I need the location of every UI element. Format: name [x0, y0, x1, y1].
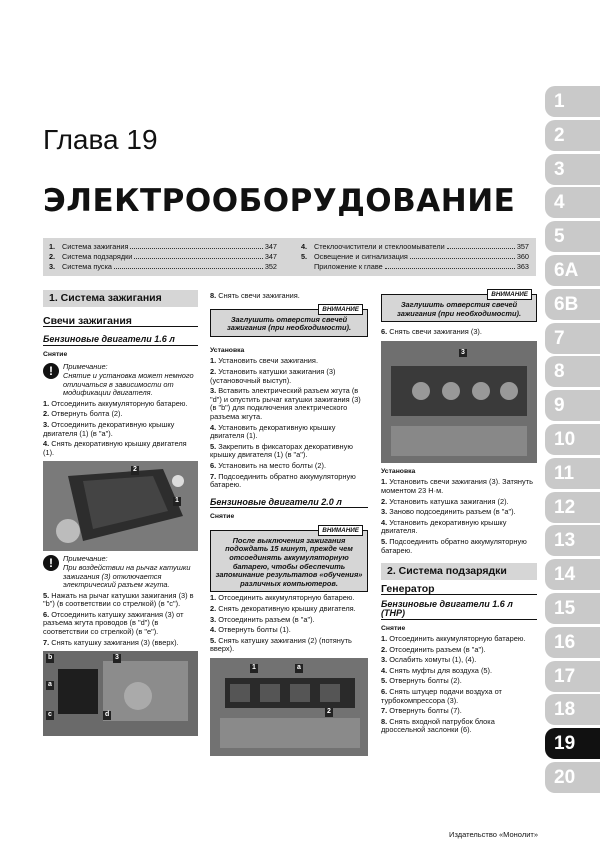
photo-callout: b — [48, 654, 53, 662]
engine-heading: Бензиновые двигатели 1.6 л — [43, 335, 198, 346]
step-number: 5. — [381, 676, 388, 686]
install-label: Установка — [210, 346, 245, 354]
step-number: 8. — [210, 291, 217, 300]
step-text: Отвернуть болты (2). — [389, 676, 462, 686]
step-text: Установить на место болты (2). — [218, 460, 327, 470]
toc-item — [49, 262, 277, 272]
step-text: Установить катушка зажигания (2). — [389, 496, 509, 506]
column-3 — [381, 290, 537, 735]
engine-2l-photo — [210, 658, 368, 756]
chapter-tab-9[interactable]: 9 — [545, 390, 600, 421]
chapter-tab-3[interactable]: 3 — [545, 154, 600, 185]
step-text: Отсоединить катушку зажигания (3) от разъема жгута проводов (в "d") (в соответствии со стрелкой) (в "e"). — [43, 609, 184, 637]
step-item — [381, 656, 537, 665]
step-text: Отвернуть болты (1). — [218, 625, 291, 635]
engine-cover-illustration — [43, 461, 198, 551]
toc-leader — [447, 242, 515, 249]
chapter-tab-5[interactable]: 5 — [545, 221, 600, 252]
step-item — [381, 718, 537, 735]
photo-callout: 2 — [133, 466, 137, 474]
toc-number: 1. — [49, 242, 56, 251]
warning-label: ВНИМАНИЕ — [487, 289, 532, 300]
step-number: 1. — [210, 356, 217, 366]
warning-label: ВНИМАНИЕ — [318, 525, 363, 536]
toc-page: 360 — [516, 252, 529, 261]
step-text: Снять свечи зажигания (3). — [389, 327, 482, 337]
step-item — [381, 538, 537, 555]
step-text: Снять свечи зажигания. — [218, 291, 300, 300]
section-heading: 2. Система подзарядки — [381, 563, 537, 580]
step-number: 2. — [381, 644, 388, 654]
step-number: 3. — [381, 507, 388, 517]
note-text: При воздействии на рычаг катушки зажигания (3) отключается электрический разъем жгута. — [63, 562, 191, 590]
step-number: 6. — [43, 609, 50, 619]
step-number: 7. — [43, 637, 50, 647]
photo-callout: 2 — [327, 708, 331, 715]
step-text: Подсоединить обратно аккумуляторную батарею. — [381, 536, 527, 555]
section-heading: 1. Система зажигания — [43, 290, 198, 307]
step-number: 2. — [210, 604, 217, 614]
photo-callout: a — [48, 681, 52, 689]
step-item — [210, 473, 368, 490]
column-1 — [43, 290, 198, 736]
step-text: Отсоединить разъем (в "a"). — [218, 614, 315, 624]
warning-text: Заглушить отверстия свечей зажигания (при необходимости). — [396, 300, 522, 318]
step-number: 2. — [381, 496, 388, 506]
step-text: Отсоединить декоративную крышку двигателя (1) (в "a"). — [43, 419, 175, 438]
step-number: 3. — [210, 614, 217, 624]
note-block — [43, 363, 198, 397]
warning-box — [210, 526, 368, 593]
photo-callout: 3 — [115, 654, 119, 662]
toc-page: 357 — [516, 242, 529, 251]
step-item — [210, 368, 368, 385]
step-item — [210, 605, 368, 614]
warning-text: Заглушить отверстия свечей зажигания (при необходимости). — [226, 314, 352, 333]
chapter-tab-7[interactable]: 7 — [545, 323, 600, 354]
toc-item — [301, 242, 529, 252]
step-text: Заново подсоединить разъем (в "a"). — [389, 507, 516, 517]
step-text: Установить декоративную крышку двигателя. — [381, 517, 507, 536]
step-item — [210, 357, 368, 366]
step-number: 6. — [381, 687, 388, 697]
chapter-tab-8[interactable]: 8 — [545, 356, 600, 387]
engine-2l-illustration — [210, 658, 368, 756]
toc-item — [301, 262, 529, 272]
steps-list — [381, 478, 537, 555]
ignition-coil-photo — [43, 651, 198, 736]
ignition-coil-illustration — [43, 651, 198, 736]
step-item — [43, 611, 198, 637]
chapter-tab-17[interactable]: 17 — [545, 661, 600, 692]
step-number: 5. — [43, 590, 50, 600]
chapter-tab-14[interactable]: 14 — [545, 559, 600, 590]
step-number: 5. — [210, 635, 217, 645]
toc-page: 347 — [264, 242, 277, 251]
step-number: 6. — [210, 460, 217, 470]
toc-title: Система зажигания — [62, 242, 129, 251]
toc-left-column — [49, 242, 277, 272]
warning-text: После выключения зажигания подождать 15 минут, прежде чем отсоединять аккумуляторную батарею, чтобы обеспечить запоминание результатов «обучения» различных компьютеров. — [215, 535, 363, 588]
step-text: Отсоединить аккумуляторную батарею. — [389, 634, 526, 644]
step-text: Отсоединить аккумуляторную батарею. — [218, 593, 355, 603]
toc-number: 3. — [49, 262, 56, 271]
chapter-tab-10[interactable]: 10 — [545, 424, 600, 455]
step-number: 7. — [210, 471, 217, 481]
step-item — [210, 387, 368, 421]
step-text: Вставить электрический разъем жгута (в "d") и опустить рычаг катушки зажигания (3) (в "b") для подключения электрического разъема жгута. — [210, 386, 361, 421]
info-icon: ! — [43, 363, 59, 379]
step-text: Снять штуцер подачи воздуха от турбокомпрессора (3). — [381, 687, 502, 705]
chapter-tab-4[interactable]: 4 — [545, 187, 600, 218]
note-block — [43, 555, 198, 589]
toc-item — [49, 252, 277, 262]
page-title: ЭЛЕКТРООБОРУДОВАНИЕ — [43, 183, 516, 219]
step-number: 6. — [381, 327, 388, 337]
step-text: Снять катушку зажигания (2) (потянуть вверх). — [210, 635, 352, 654]
table-of-contents — [43, 238, 536, 276]
steps-list — [381, 635, 537, 735]
toc-page: 363 — [516, 262, 529, 271]
toc-right-column — [301, 242, 529, 272]
step-text: Установить декоративную крышку двигателя (1). — [210, 422, 336, 441]
step-text: Закрепить в фиксаторах декоративную крышку двигателя (1) (в "a"). — [210, 441, 353, 460]
note-text: Снятие и установка может немного отличаться в зависимости от модификации двигателя. — [63, 370, 194, 398]
warning-box — [210, 305, 368, 337]
steps-list — [210, 357, 368, 489]
step-item — [210, 626, 368, 635]
step-item — [210, 443, 368, 460]
subsection-heading: Генератор — [381, 585, 537, 596]
chapter-tab-16[interactable]: 16 — [545, 627, 600, 658]
chapter-tab-20[interactable]: 20 — [545, 762, 600, 793]
toc-title: Приложение к главе — [314, 262, 383, 271]
step-text: Отсоединить разъем (в "a"). — [389, 644, 486, 654]
step-text: Снять катушку зажигания (3) (вверх). — [51, 637, 179, 647]
toc-leader — [134, 252, 262, 259]
step-item — [381, 478, 537, 495]
toc-number: 5. — [301, 252, 308, 261]
step-text: Установить катушки зажигания (3) (установочный выступ). — [210, 366, 336, 385]
photo-callout: 1 — [175, 497, 179, 505]
step-item — [43, 639, 198, 648]
photo-callout: c — [48, 711, 52, 719]
engine-heading: Бензиновые двигатели 2.0 л — [210, 498, 368, 509]
note-title: Примечание: — [63, 362, 108, 372]
step-item — [210, 616, 368, 625]
step-item — [210, 424, 368, 441]
photo-callout: d — [105, 711, 110, 719]
photo-callout: a — [297, 664, 301, 671]
warning-label: ВНИМАНИЕ — [318, 304, 363, 315]
step-text: Нажать на рычаг катушки зажигания (3) в "b") (в соответствии со стрелкой) (в "c"). — [43, 590, 194, 609]
toc-leader — [410, 252, 515, 259]
toc-title: Система пуска — [62, 262, 112, 271]
toc-title: Освещение и сигнализация — [314, 252, 408, 261]
step-number: 2. — [210, 366, 217, 376]
toc-title: Стеклоочистители и стеклоомыватели — [314, 242, 445, 251]
toc-leader — [114, 262, 263, 269]
step-text: Отвернуть болты (7). — [389, 706, 462, 716]
step-item — [43, 592, 198, 609]
step-item — [43, 421, 198, 438]
steps-list — [43, 592, 198, 648]
steps-list — [43, 400, 198, 458]
step-item — [381, 635, 537, 644]
publisher-footer: Издательство «Монолит» — [449, 830, 538, 839]
chapter-tab-12[interactable]: 12 — [545, 492, 600, 523]
step-number: 7. — [381, 706, 388, 716]
step-number: 5. — [381, 536, 388, 546]
engine-heading: Бензиновые двигатели 1.6 л (THP) — [381, 600, 537, 619]
toc-leader — [130, 242, 262, 249]
warning-box — [381, 291, 537, 322]
step-number: 3. — [43, 419, 50, 429]
step-number: 4. — [43, 439, 50, 449]
toc-number: 4. — [301, 242, 308, 251]
note-title: Примечание: — [63, 554, 108, 564]
chapter-tab-15[interactable]: 15 — [545, 593, 600, 624]
spark-plug-illustration — [381, 341, 537, 463]
removal-label: Снятие — [381, 624, 406, 632]
step-item — [381, 328, 537, 337]
step-text: Снять декоративную крышку двигателя (1). — [43, 439, 187, 457]
engine-cover-photo — [43, 461, 198, 551]
step-text: Снять декоративную крышку двигателя. — [218, 604, 356, 614]
step-number: 4. — [381, 665, 388, 675]
step-number: 1. — [381, 477, 388, 487]
steps-list — [210, 594, 368, 654]
chapter-label: Глава 19 — [43, 124, 158, 155]
step-number: 4. — [210, 422, 217, 432]
step-number: 3. — [210, 386, 217, 396]
toc-page: 352 — [264, 262, 277, 271]
step-text: Ослабить хомуты (1), (4). — [389, 655, 477, 665]
toc-item — [49, 242, 277, 252]
step-item — [43, 440, 198, 457]
toc-item — [301, 252, 529, 262]
step-number: 1. — [210, 593, 217, 603]
removal-label: Снятие — [210, 513, 235, 521]
step-item — [43, 400, 198, 409]
column-2 — [210, 290, 368, 756]
chapter-tab-6a[interactable]: 6A — [545, 255, 600, 286]
toc-page: 347 — [264, 252, 277, 261]
step-text: Подсоединить обратно аккумуляторную батарею. — [210, 471, 356, 490]
step-number: 5. — [210, 441, 217, 451]
step-text: Снять муфты для воздуха (5). — [389, 665, 493, 675]
removal-label: Снятие — [43, 350, 68, 358]
step-item — [381, 707, 537, 716]
subsection-heading: Свечи зажигания — [43, 317, 198, 328]
photo-callout: 1 — [252, 664, 256, 671]
step-text: Отсоединить аккумуляторную батарею. — [51, 398, 188, 408]
spark-plug-photo — [381, 341, 537, 463]
chapter-tab-11[interactable]: 11 — [545, 458, 600, 489]
step-number: 3. — [381, 655, 388, 665]
chapter-tab-18[interactable]: 18 — [545, 694, 600, 725]
step-number: 4. — [210, 625, 217, 635]
step-item — [381, 688, 537, 705]
install-label: Установка — [381, 467, 416, 475]
step-item — [210, 462, 368, 471]
toc-number — [301, 262, 314, 272]
step-item — [210, 292, 368, 301]
step-number: 8. — [381, 716, 388, 726]
step-text: Установить свечи зажигания (3). Затянуть моментом 23 Н·м. — [381, 477, 533, 495]
step-item — [381, 667, 537, 676]
step-item — [43, 410, 198, 419]
step-number: 2. — [43, 409, 50, 419]
toc-number: 2. — [49, 252, 56, 261]
step-item — [381, 498, 537, 507]
step-number: 1. — [43, 398, 50, 408]
info-icon: ! — [43, 555, 59, 571]
toc-leader — [385, 262, 515, 269]
step-text: Снять входной патрубок блока дроссельной заслонки (6). — [381, 716, 495, 735]
chapter-tab-19[interactable]: 19 — [545, 728, 600, 759]
step-item — [381, 519, 537, 536]
step-item — [381, 508, 537, 517]
toc-title: Система подзарядки — [62, 252, 133, 261]
chapter-tab-13[interactable]: 13 — [545, 525, 600, 556]
step-text: Установить свечи зажигания. — [218, 356, 318, 366]
photo-callout: 3 — [461, 348, 465, 356]
step-number: 4. — [381, 517, 388, 527]
step-number: 1. — [381, 634, 388, 644]
step-item — [381, 677, 537, 686]
step-text: Отвернуть болта (2). — [51, 409, 123, 419]
chapter-tab-1[interactable]: 1 — [545, 86, 600, 117]
step-item — [381, 646, 537, 655]
step-item — [210, 637, 368, 654]
chapter-tab-6b[interactable]: 6B — [545, 289, 600, 320]
chapter-tab-2[interactable]: 2 — [545, 120, 600, 151]
step-item — [210, 594, 368, 603]
